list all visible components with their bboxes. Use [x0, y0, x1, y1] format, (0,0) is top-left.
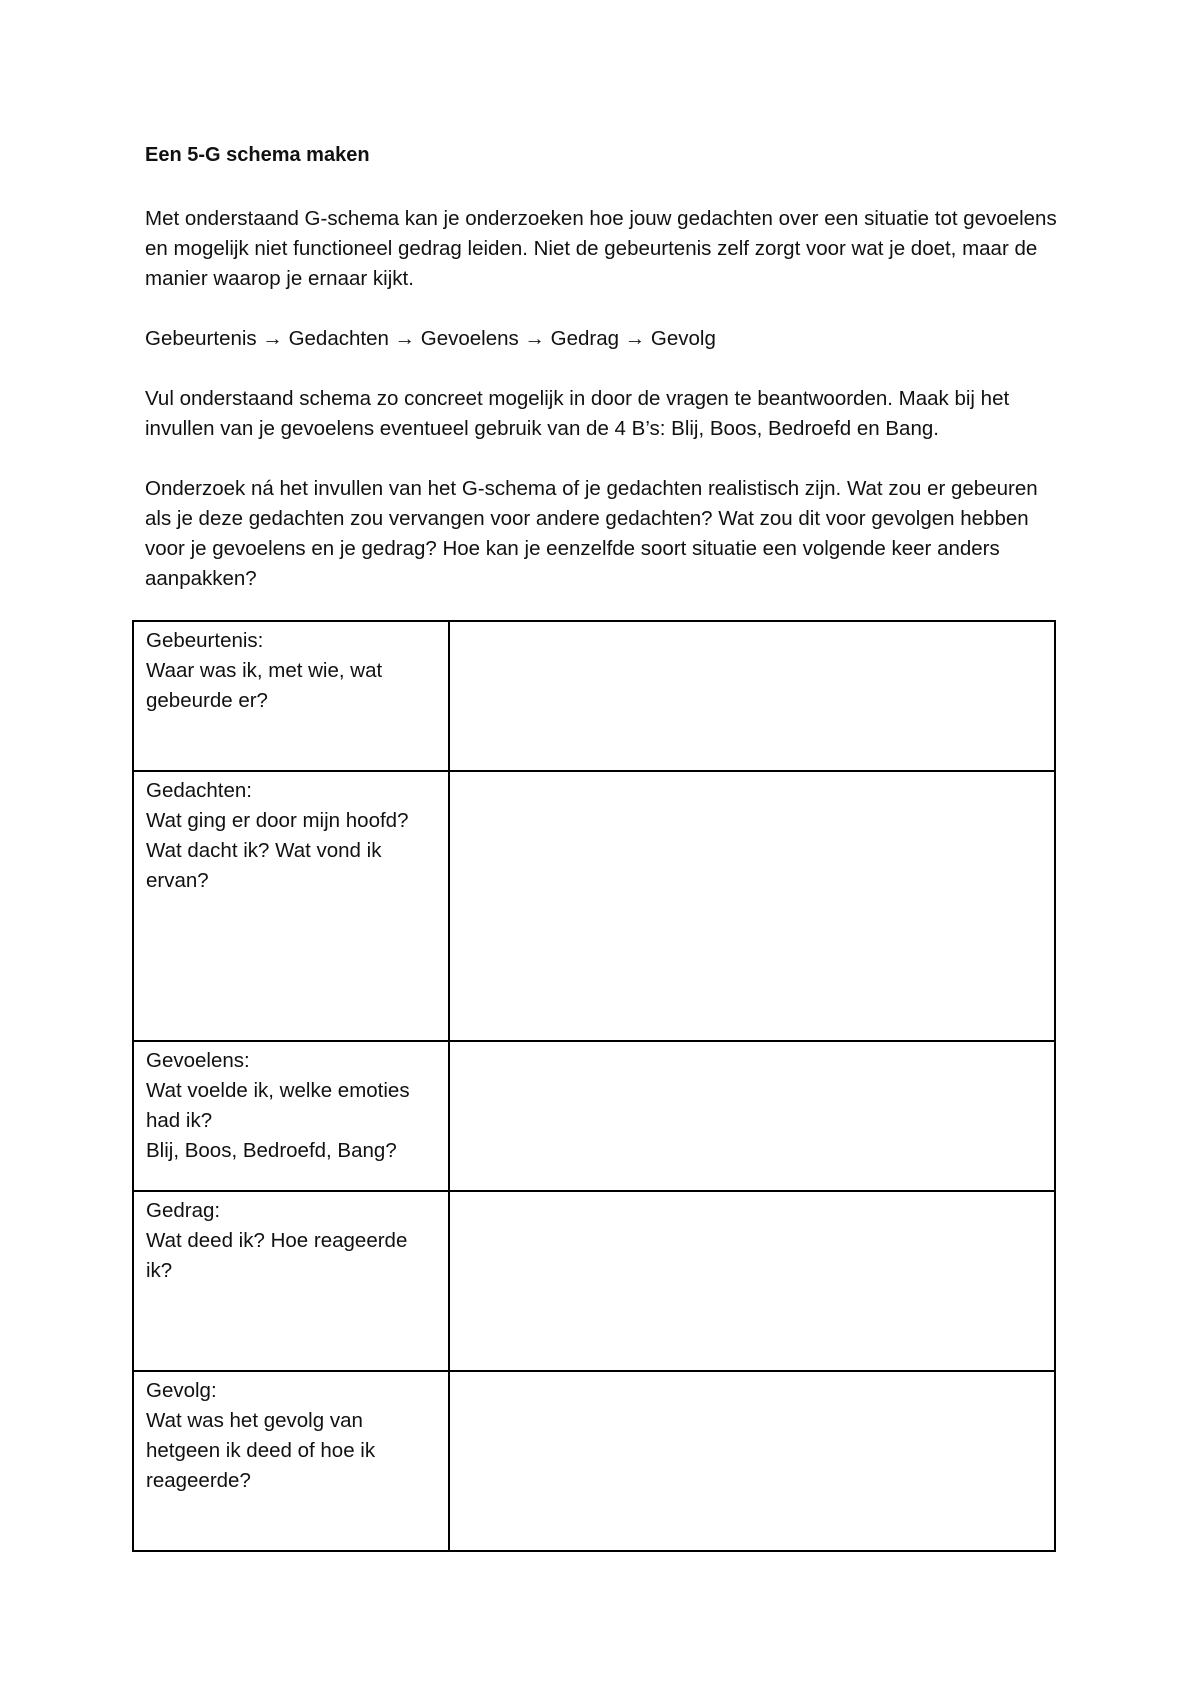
row-title: Gebeurtenis:: [146, 629, 264, 652]
gedachten-label-cell: [133, 771, 449, 1041]
schema-row-gevoelens: [133, 1041, 1055, 1191]
g-schema-table: [132, 620, 1056, 1552]
gedachten-answer-field[interactable]: [449, 771, 1055, 1041]
row-title: Gedachten:: [146, 779, 252, 802]
gedrag-label-cell: [133, 1191, 449, 1371]
row-question: Wat ging er door mijn hoofd? Wat dacht ik? Wat vond ik ervan?: [146, 809, 409, 892]
gebeurtenis-label-cell: [133, 621, 449, 771]
row-title: Gevoelens:: [146, 1049, 250, 1072]
gevoelens-label-cell: [133, 1041, 449, 1191]
schema-row-gedachten: [133, 771, 1055, 1041]
row-question: Wat voelde ik, welke emoties had ik? Blij, Boos, Bedroefd, Bang?: [146, 1079, 410, 1162]
row-title: Gevolg:: [146, 1379, 217, 1402]
reflection-paragraph: Onderzoek ná het invullen van het G-schema of je gedachten realistisch zijn. Wat zou er gebeuren als je deze gedachten zou vervangen voor andere gedachten? Wat zou dit voor gevolgen hebben voor je gevoelens en je gedrag? Hoe kan je eenzelfde soort situatie een volgende keer anders aanpakken?: [145, 477, 1038, 590]
row-question: Waar was ik, met wie, wat gebeurde er?: [146, 659, 383, 712]
schema-row-gebeurtenis: [133, 621, 1055, 771]
document-title: Een 5-G schema maken: [145, 144, 370, 166]
gedrag-answer-field[interactable]: [449, 1191, 1055, 1371]
gevolg-label-cell: [133, 1371, 449, 1551]
row-question: Wat deed ik? Hoe reageerde ik?: [146, 1229, 408, 1282]
gevolg-answer-field[interactable]: [449, 1371, 1055, 1551]
row-question: Wat was het gevolg van hetgeen ik deed of hoe ik reageerde?: [146, 1409, 376, 1492]
row-title: Gedrag:: [146, 1199, 221, 1222]
instruction-paragraph: Vul onderstaand schema zo concreet mogelijk in door de vragen te beantwoorden. Maak bij het invullen van je gevoelens eventueel gebruik van de 4 B’s: Blij, Boos, Bedroefd en Bang.: [145, 387, 1010, 440]
gebeurtenis-answer-field[interactable]: [449, 621, 1055, 771]
schema-row-gevolg: [133, 1371, 1055, 1551]
intro-paragraph: Met onderstaand G-schema kan je onderzoeken hoe jouw gedachten over een situatie tot gevoelens en mogelijk niet functioneel gedrag leiden. Niet de gebeurtenis zelf zorgt voor wat je doet, maar de manier waarop je ernaar kijkt.: [145, 207, 1057, 290]
g-sequence-line: Gebeurtenis → Gedachten → Gevoelens → Gedrag → Gevolg: [145, 327, 716, 350]
schema-row-gedrag: [133, 1191, 1055, 1371]
gevoelens-answer-field[interactable]: [449, 1041, 1055, 1191]
